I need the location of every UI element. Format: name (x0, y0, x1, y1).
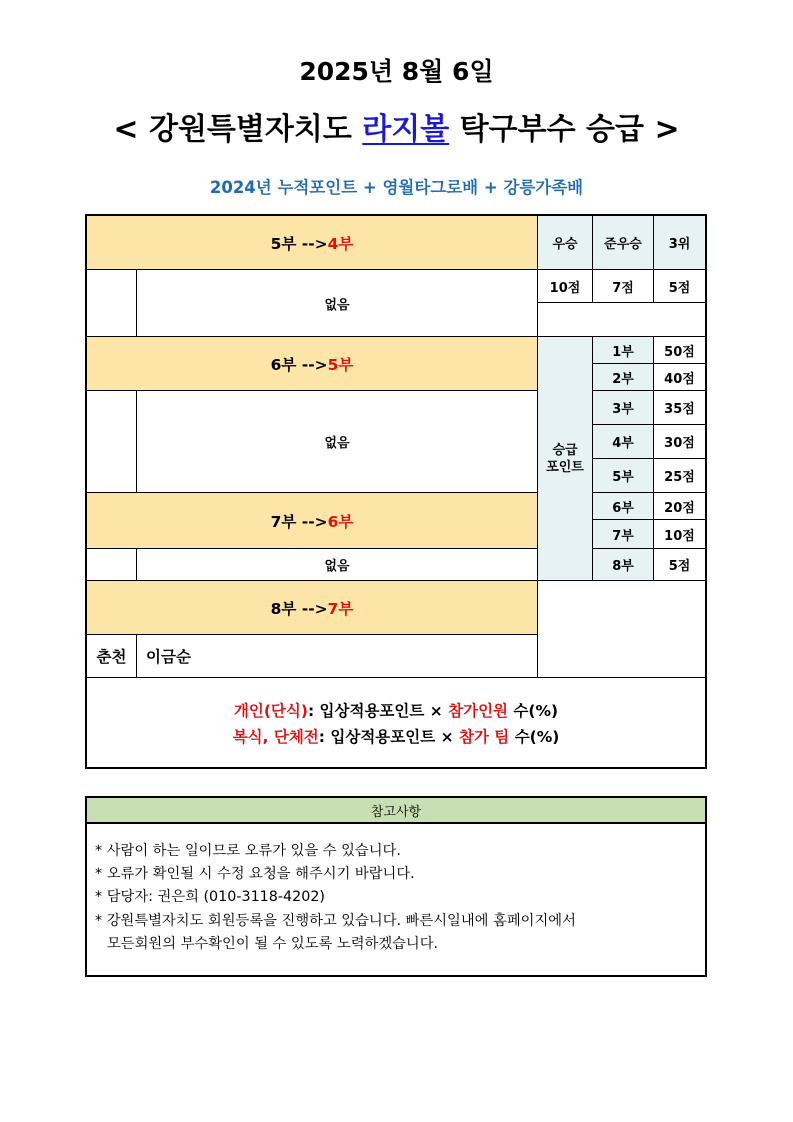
promotion-from: 7부 --> (270, 512, 328, 531)
region-cell: 춘천 (87, 635, 137, 678)
promo-points: 30점 (654, 425, 705, 459)
document-date: 2025년 8월 6일 (299, 57, 494, 86)
points-value-1st: 10점 (538, 270, 593, 303)
region-cell (87, 270, 137, 337)
title-suffix: 탁구부수 승급 > (449, 112, 680, 147)
promo-division: 4부 (593, 425, 654, 459)
promo-division: 6부 (593, 493, 654, 520)
formula-singles (234, 698, 558, 724)
notes-body (87, 824, 705, 956)
promo-division: 7부 (593, 520, 654, 549)
note-item: 모든회원의 부수확인이 될 수 있도록 노력하겠습니다. (107, 935, 439, 952)
promotion-entry: 이금순 (137, 635, 538, 678)
promotion-to: 4부 (327, 234, 354, 253)
promotion-to: 5부 (327, 355, 354, 374)
promotion-from: 6부 --> (270, 355, 328, 374)
formula-text: : 입상적용포인트 × (318, 727, 459, 746)
region-cell (87, 391, 137, 493)
promotion-entry: 없음 (137, 270, 538, 337)
title-highlight: 라지볼 (362, 112, 450, 147)
promotion-entry: 없음 (137, 549, 538, 581)
promo-points: 50점 (654, 337, 705, 364)
promotion-to: 6부 (327, 512, 354, 531)
formula-unit: 수(%) (509, 727, 560, 746)
notes-title: 참고사항 (87, 798, 705, 824)
document-subtitle: 2024년 누적포인트 + 영월타그로배 + 강릉가족배 (209, 178, 584, 197)
formula-doubles-label: 복식, 단체전 (232, 727, 319, 746)
document-title (0, 104, 793, 148)
promotion-header-7to6 (87, 493, 538, 549)
promo-division: 1부 (593, 337, 654, 364)
points-value-2nd: 7점 (593, 270, 654, 303)
promotion-from: 5부 --> (270, 234, 328, 253)
promo-division: 5부 (593, 459, 654, 493)
promo-points: 40점 (654, 364, 705, 391)
promotion-points-label: 승급 포인트 (538, 337, 593, 581)
points-header-2nd: 준우승 (593, 216, 654, 270)
note-item: * 강원특별자치도 회원등록을 진행하고 있습니다. 빠른시일내에 홈페이지에서 (95, 912, 576, 929)
promotion-to: 7부 (327, 599, 354, 618)
formula-doubles (233, 724, 560, 750)
promotion-header-8to7 (87, 581, 538, 635)
promo-points: 5점 (654, 549, 705, 581)
promo-division: 2부 (593, 364, 654, 391)
points-header-3rd: 3위 (654, 216, 705, 270)
points-header-1st: 우승 (538, 216, 593, 270)
promo-points: 35점 (654, 391, 705, 425)
note-item: * 담당자: 권은희 (010-3118-4202) (95, 889, 325, 906)
formula-factor: 참가 팀 (458, 727, 510, 746)
formula-factor: 참가인원 (448, 701, 509, 720)
formula-text: : 입상적용포인트 × (307, 701, 449, 720)
promo-division: 8부 (593, 549, 654, 581)
notes-box (85, 796, 707, 977)
promo-points: 10점 (654, 520, 705, 549)
note-item: * 사람이 하는 일이므로 오류가 있을 수 있습니다. (95, 843, 401, 859)
promo-division: 3부 (593, 391, 654, 425)
points-value-3rd: 5점 (654, 270, 705, 303)
title-prefix: < 강원특별자치도 (113, 112, 363, 147)
region-cell (87, 549, 137, 581)
promotion-header-6to5 (87, 337, 538, 391)
points-blank (538, 303, 705, 337)
promotion-from: 8부 --> (270, 599, 328, 618)
note-item: * 오류가 확인될 시 수정 요청을 해주시기 바랍니다. (95, 866, 415, 883)
promotion-header-5to4 (87, 216, 538, 270)
empty-cell (538, 581, 705, 678)
formula-unit: 수(%) (508, 701, 559, 720)
promo-points: 20점 (654, 493, 705, 520)
promotion-table (85, 214, 707, 769)
promo-points: 25점 (654, 459, 705, 493)
formula-box (87, 678, 705, 769)
formula-singles-label: 개인(단식) (233, 701, 308, 720)
promotion-entry: 없음 (137, 391, 538, 493)
